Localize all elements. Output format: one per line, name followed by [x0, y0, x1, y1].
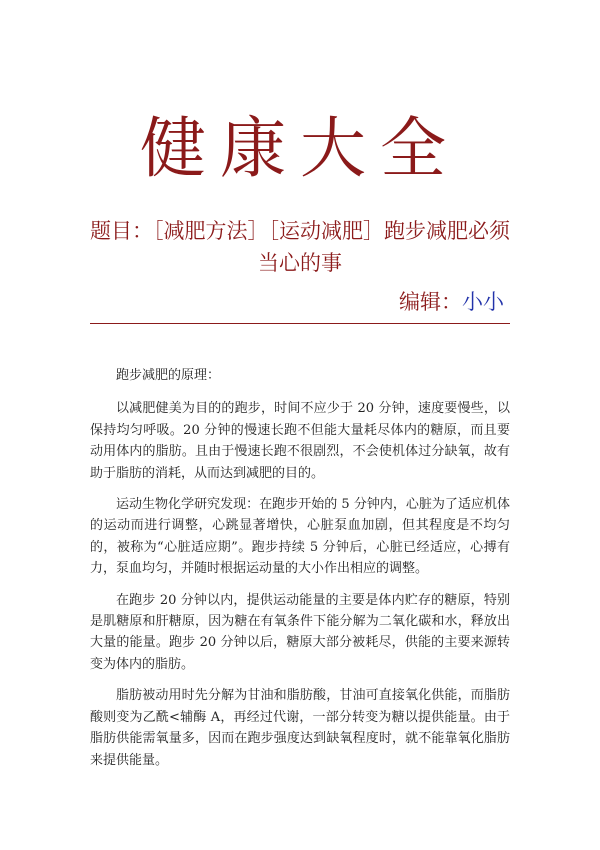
paragraph: 以减肥健美为目的的跑步，时间不应少于 20 分钟，速度要慢些，以保持均匀呼吸。20 分钟的慢速长跑不但能大量耗尽体内的糖原，而且要动用体内的脂肪。且由于慢速长跑不很剧烈，不会使机体过分缺氧，故有助于脂肪的消耗，从而达到减肥的目的。	[90, 401, 510, 481]
section-heading: 跑步减肥的原理：	[116, 368, 221, 383]
paragraph: 在跑步 20 分钟以内，提供运动能量的主要是体内贮存的糖原，特别是肌糖原和肝糖原，因为糖在有氧条件下能分解为二氧化碳和水，释放出大量的能量。跑步 20 分钟以后，糖原大部分被耗尽，供能的主要来源转变为体内的脂肪。	[90, 592, 510, 672]
paragraph: 运动生物化学研究发现：在跑步开始的 5 分钟内，心脏为了适应机体的运动而进行调整，心跳显著增快，心脏泵血加剧，但其程度是不均匀的，被称为“心脏适应期”。跑步持续 5 分钟后，心脏已经适应，心搏有力，泵血均匀，并随时根据运动量的大小作出相应的调整。	[90, 497, 510, 577]
editor-line	[399, 286, 504, 316]
article-body	[90, 365, 510, 781]
article-subject: 题目：［减肥方法］［运动减肥］跑步减肥必须当心的事	[90, 219, 510, 275]
document-title: 健康大全	[140, 110, 460, 187]
paragraph: 脂肪被动用时先分解为甘油和脂肪酸，甘油可直接氧化供能，而脂肪酸则变为乙酰<辅酶 A，再经过代谢，一部分转变为糖以提供能量。由于脂肪供能需氧量多，因而在跑步强度达到缺氧程度时，就不能靠氧化脂肪来提供能量。	[90, 688, 510, 768]
editor-name: 小小	[462, 290, 504, 314]
title-divider	[90, 323, 510, 324]
editor-label: 编辑：	[399, 290, 462, 314]
